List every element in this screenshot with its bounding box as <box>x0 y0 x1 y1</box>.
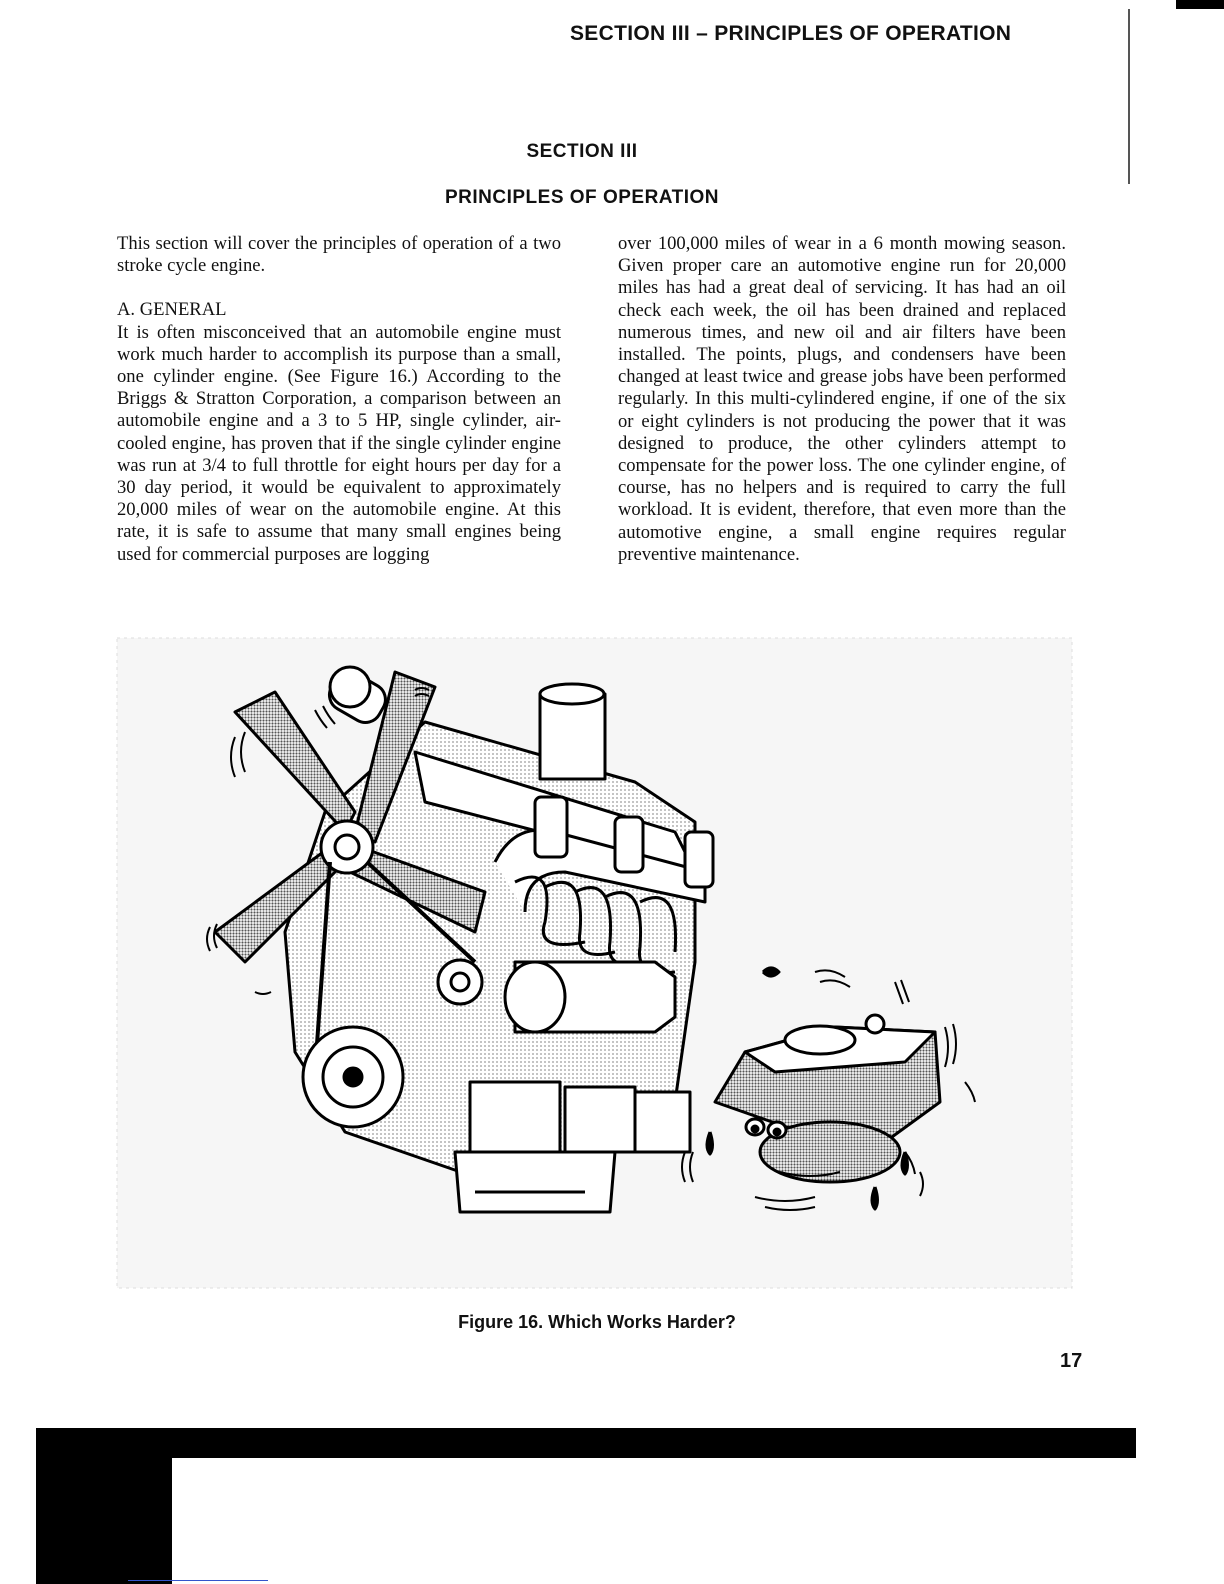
general-paragraph-left: It is often misconceived that an automobile engine must work much harder to accomplish its purpose than a small, one cylinder engine. (See Figure 16.) According to the Briggs & Stratton Corporation, a comparison between an automobile engine and a 3 to 5 HP, single cylinder, air-cooled engine, has proven that if the single cylinder engine was run at 3/4 to full throttle for eight hours per day for a 30 day period, it would be equivalent to approximately 20,000 miles of wear on the automobile engine. At this rate, it is safe to assume that many small engines being used for commercial purposes are logging <box>117 321 561 565</box>
scan-edge-line <box>128 1580 268 1581</box>
page-number: 17 <box>1060 1350 1083 1372</box>
intro-paragraph: This section will cover the principles of operation of a two stroke cycle engine. <box>117 233 561 277</box>
corner-scan-bar <box>1176 0 1224 9</box>
section-title: PRINCIPLES OF OPERATION <box>444 187 719 208</box>
right-column <box>618 233 1066 566</box>
left-column <box>117 233 561 566</box>
scan-edge-block <box>36 1456 172 1584</box>
running-head: SECTION III – PRINCIPLES OF OPERATION <box>570 22 1012 45</box>
general-paragraph-right: over 100,000 miles of wear in a 6 month mowing season. Given proper care an automotive engine run for 20,000 miles has had a great deal of servicing. It has had an oil check each week, the oil has been drained and replaced numerous times, and new oil and air filters have been installed. The points, plugs, and condensers have been changed at least twice and grease jobs have been performed regularly. In this multi-cylindered engine, if one of the six or eight cylinders is not producing the power that it was designed to produce, the other cylinders attempt to compensate for the power loss. The one cylinder engine, of course, has no helpers and is required to carry the full workload. It is evident, therefore, that even more than the automotive engine, a small engine requires regular preventive maintenance. <box>618 233 1066 565</box>
section-number: SECTION III <box>526 141 638 162</box>
subheading-general: A. GENERAL <box>117 299 227 321</box>
figure-16 <box>115 632 1075 1292</box>
engine-comparison-illustration <box>115 632 1075 1292</box>
figure-caption: Figure 16. Which Works Harder? <box>458 1312 736 1332</box>
scan-edge-band <box>36 1428 1136 1458</box>
